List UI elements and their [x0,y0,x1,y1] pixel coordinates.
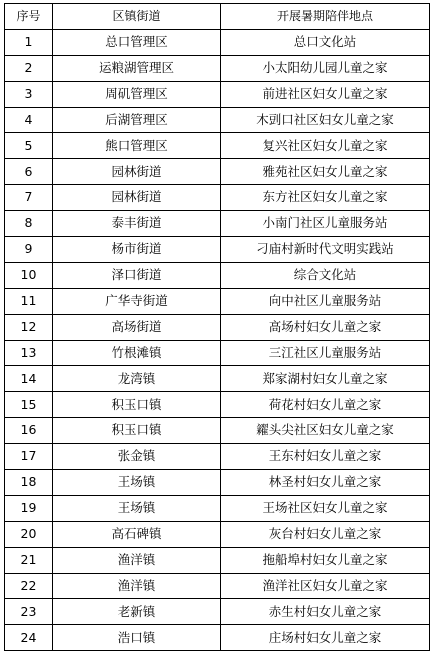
row-index: 21 [5,547,53,573]
table-row [5,444,430,470]
row-index: 4 [5,107,53,133]
row-site: 赤生村妇女儿童之家 [221,599,430,625]
table-row [5,573,430,599]
row-district: 龙湾镇 [53,366,221,392]
table-row [5,340,430,366]
row-site: 高场村妇女儿童之家 [221,314,430,340]
row-index: 11 [5,288,53,314]
row-index: 16 [5,418,53,444]
table-row [5,625,430,651]
table-row [5,547,430,573]
row-index: 12 [5,314,53,340]
table-body [5,29,430,650]
row-district: 广华寺街道 [53,288,221,314]
row-index: 20 [5,521,53,547]
row-district: 园林街道 [53,185,221,211]
table-row [5,495,430,521]
row-site: 综合文化站 [221,262,430,288]
row-index: 8 [5,211,53,237]
table-row [5,237,430,263]
row-district: 高场街道 [53,314,221,340]
row-district: 积玉口镇 [53,418,221,444]
row-index: 9 [5,237,53,263]
row-district: 张金镇 [53,444,221,470]
table-row [5,29,430,55]
table-row [5,314,430,340]
row-site: 林圣村妇女儿童之家 [221,470,430,496]
header-row [5,4,430,30]
row-site: 小南门社区儿童服务站 [221,211,430,237]
row-index: 17 [5,444,53,470]
row-site: 糴头尖社区妇女儿童之家 [221,418,430,444]
row-district: 后湖管理区 [53,107,221,133]
row-district: 泽口街道 [53,262,221,288]
row-district: 高石碑镇 [53,521,221,547]
row-index: 1 [5,29,53,55]
row-site: 灰台村妇女儿童之家 [221,521,430,547]
row-site: 东方社区妇女儿童之家 [221,185,430,211]
row-district: 运粮湖管理区 [53,55,221,81]
row-index: 5 [5,133,53,159]
row-index: 7 [5,185,53,211]
table-row [5,55,430,81]
table-row [5,418,430,444]
row-district: 竹根滩镇 [53,340,221,366]
row-district: 渔洋镇 [53,573,221,599]
row-index: 22 [5,573,53,599]
row-site: 王场社区妇女儿童之家 [221,495,430,521]
row-site: 荷花村妇女儿童之家 [221,392,430,418]
row-district: 老新镇 [53,599,221,625]
row-index: 23 [5,599,53,625]
table-row [5,521,430,547]
row-district: 杨市街道 [53,237,221,263]
row-site: 复兴社区妇女儿童之家 [221,133,430,159]
row-index: 14 [5,366,53,392]
row-district: 泰丰街道 [53,211,221,237]
row-district: 积玉口镇 [53,392,221,418]
row-site: 向中社区儿童服务站 [221,288,430,314]
row-district: 王场镇 [53,495,221,521]
row-district: 渔洋镇 [53,547,221,573]
row-index: 13 [5,340,53,366]
row-site: 雅苑社区妇女儿童之家 [221,159,430,185]
row-index: 18 [5,470,53,496]
row-district: 浩口镇 [53,625,221,651]
row-site: 木剅口社区妇女儿童之家 [221,107,430,133]
header-district: 区镇街道 [53,4,221,30]
table-row [5,185,430,211]
row-index: 3 [5,81,53,107]
row-index: 19 [5,495,53,521]
row-site: 刁庙村新时代文明实践站 [221,237,430,263]
table-row [5,211,430,237]
row-site: 前进社区妇女儿童之家 [221,81,430,107]
table-row [5,470,430,496]
row-site: 王东村妇女儿童之家 [221,444,430,470]
table-row [5,107,430,133]
row-site: 总口文化站 [221,29,430,55]
table-row [5,262,430,288]
table-row [5,81,430,107]
table-row [5,288,430,314]
row-district: 王场镇 [53,470,221,496]
table-row [5,392,430,418]
table-row [5,599,430,625]
row-site: 拖船埠村妇女儿童之家 [221,547,430,573]
row-index: 15 [5,392,53,418]
location-table [4,3,430,651]
row-district: 园林街道 [53,159,221,185]
table-row [5,159,430,185]
header-site: 开展暑期陪伴地点 [221,4,430,30]
table-row [5,366,430,392]
row-index: 2 [5,55,53,81]
table-row [5,133,430,159]
row-index: 10 [5,262,53,288]
row-index: 6 [5,159,53,185]
row-index: 24 [5,625,53,651]
row-site: 三江社区儿童服务站 [221,340,430,366]
row-site: 渔洋社区妇女儿童之家 [221,573,430,599]
row-district: 周矶管理区 [53,81,221,107]
header-index: 序号 [5,4,53,30]
row-site: 小太阳幼儿园儿童之家 [221,55,430,81]
row-district: 熊口管理区 [53,133,221,159]
row-district: 总口管理区 [53,29,221,55]
row-site: 郑家湖村妇女儿童之家 [221,366,430,392]
row-site: 庄场村妇女儿童之家 [221,625,430,651]
